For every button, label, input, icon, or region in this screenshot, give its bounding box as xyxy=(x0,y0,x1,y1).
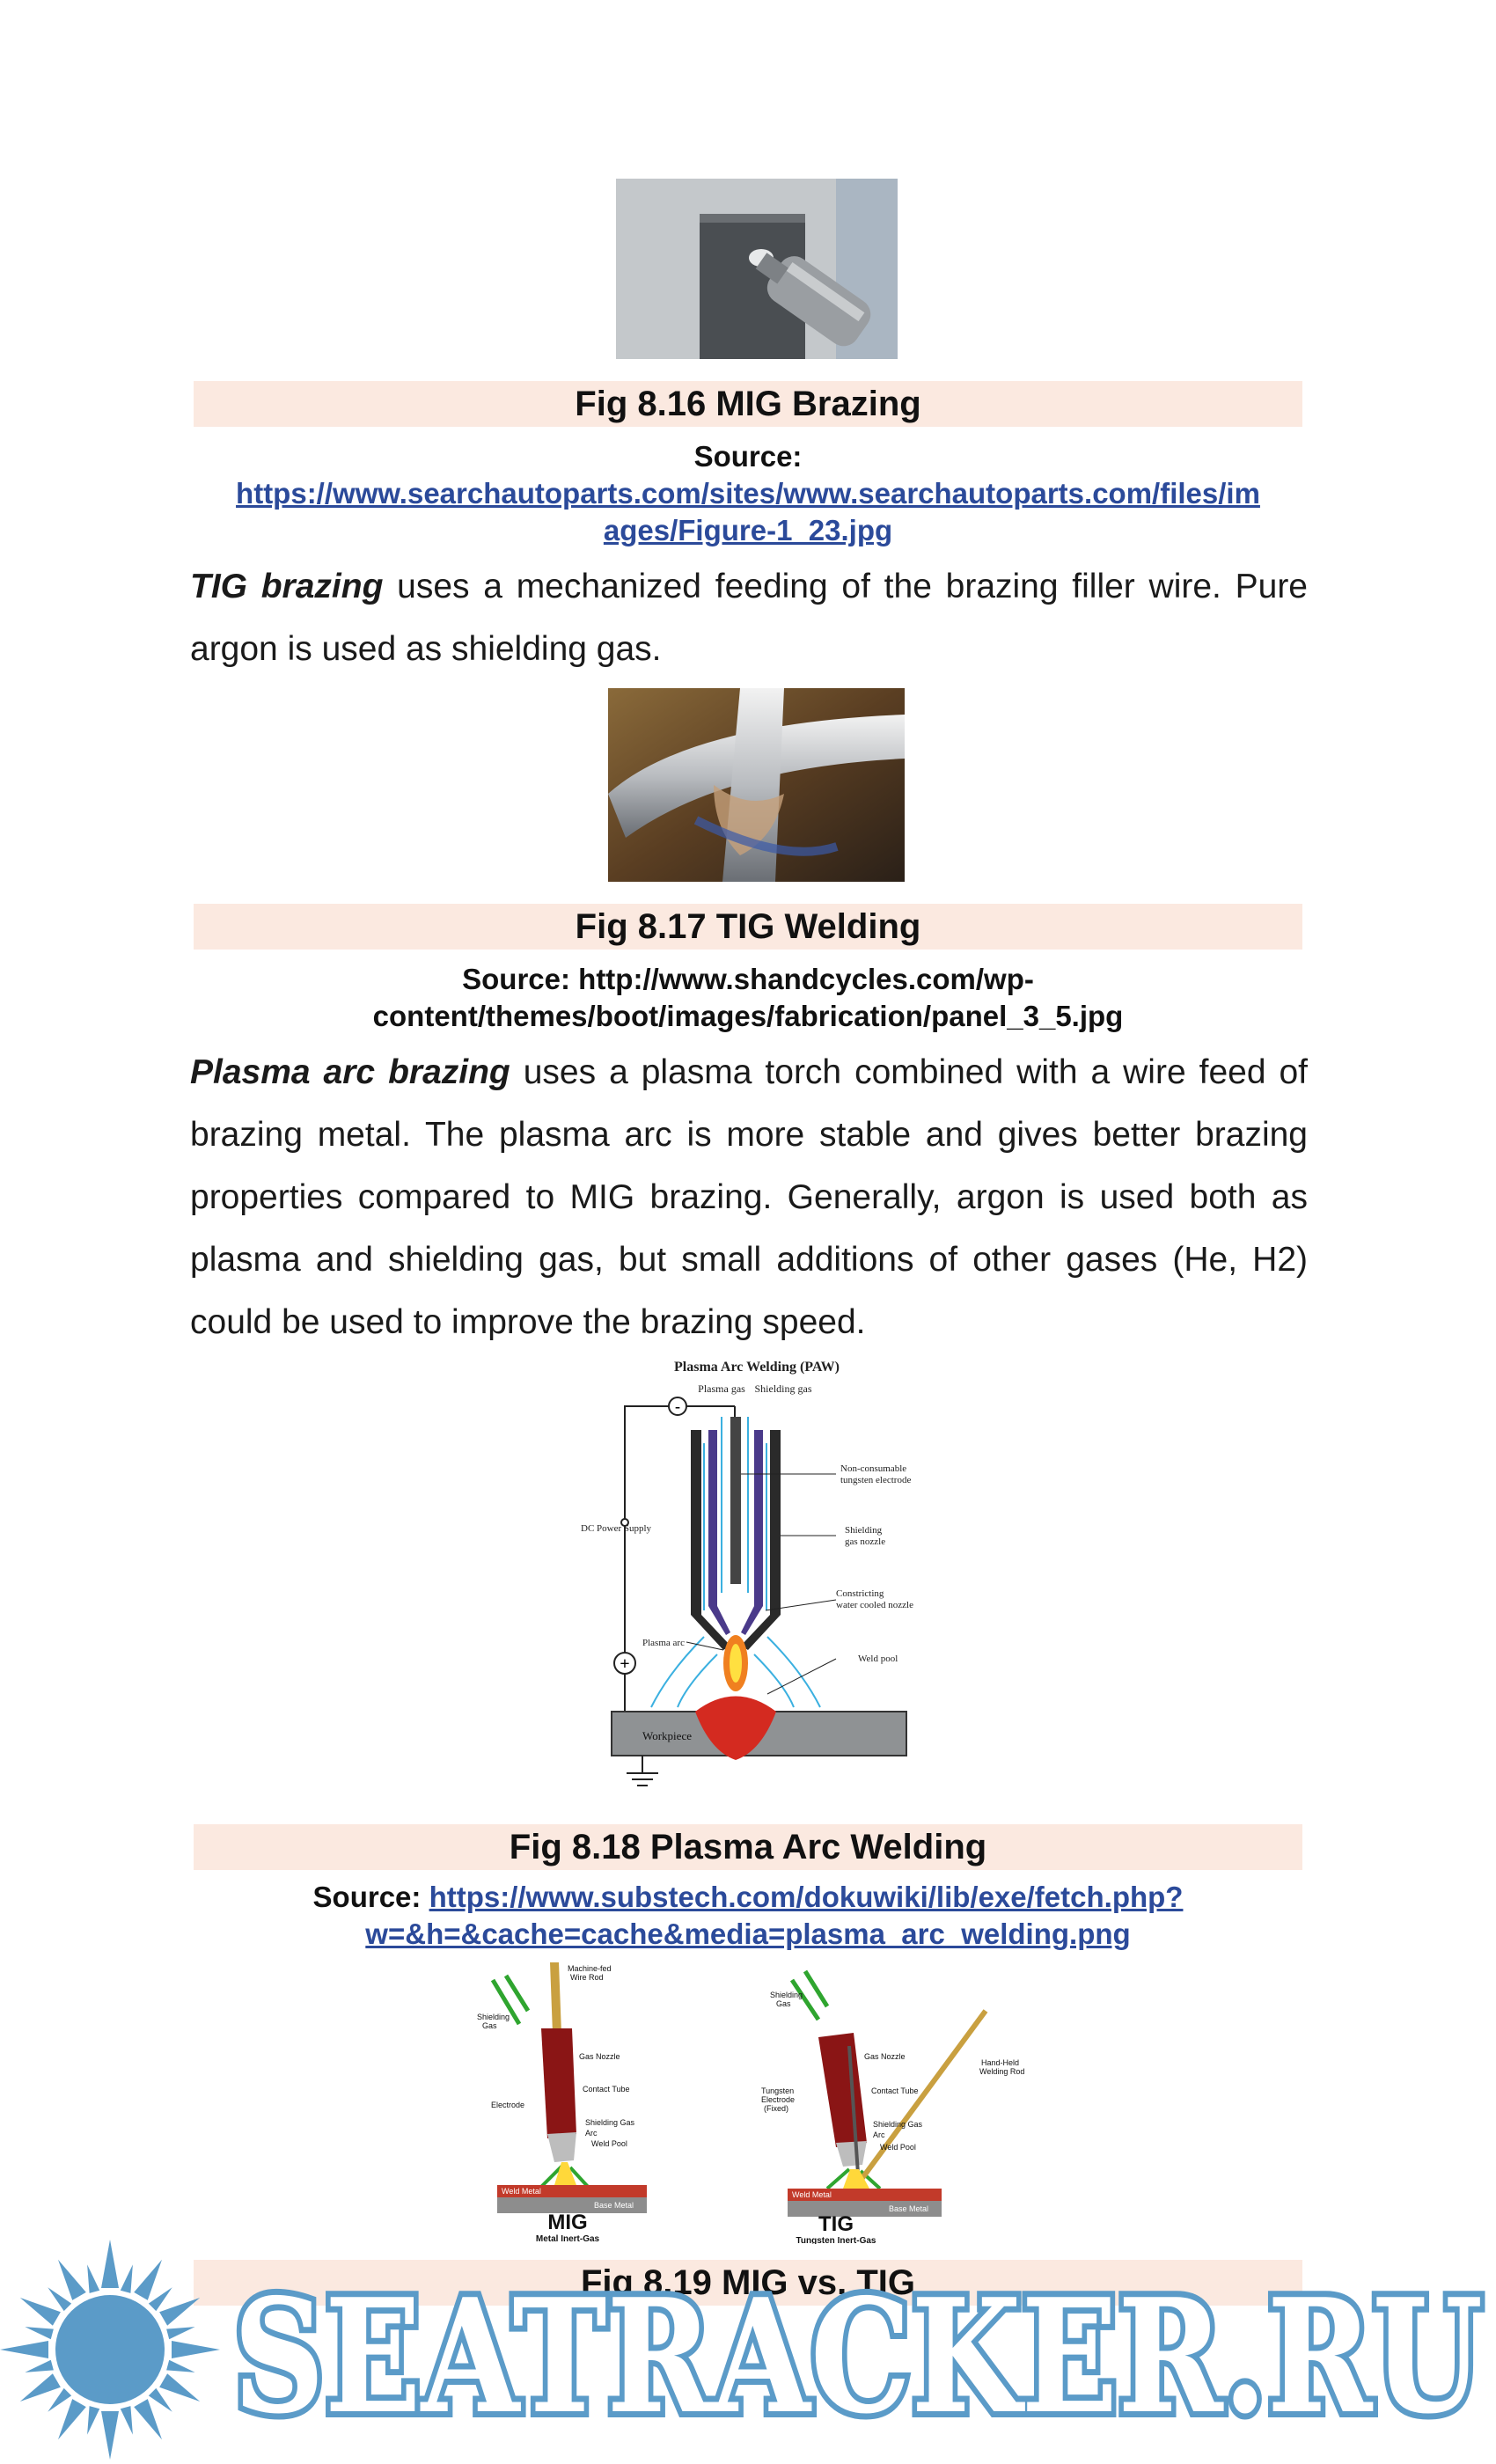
workpiece-label: Workpiece xyxy=(642,1729,692,1742)
mig-arc-label: Arc xyxy=(585,2129,598,2138)
constricting-nozzle-label: Constricting water cooled nozzle xyxy=(836,1588,913,1610)
mig-shielding-gas-side: Shielding Gas xyxy=(585,2118,635,2127)
term-plasma-arc-brazing: Plasma arc brazing xyxy=(190,1053,510,1091)
plasma-arc-welding-diagram xyxy=(572,1355,942,1795)
plus-sign: + xyxy=(620,1654,630,1674)
mig-wire-label: Machine-fed Wire Rod xyxy=(568,1964,612,1982)
seatracker-watermark xyxy=(0,2235,1496,2464)
tig-arc-label: Arc xyxy=(873,2130,885,2139)
tig-title: TIG xyxy=(818,2212,854,2236)
sun-logo-icon xyxy=(0,2235,252,2464)
source-link[interactable]: https://www.searchautoparts.com/sites/www.searchautoparts.com/files/im xyxy=(236,477,1260,510)
paragraph-text: uses a plasma torch combined with a wire feed of brazing metal. The plasma arc is more stable and gives better brazing properties compared to MIG brazing. Generally, argon is used both as plasma and shielding gas, but small additions of other gases (He, H2) could be used to improve the brazing speed. xyxy=(190,1053,1308,1341)
source-link[interactable]: w=&h=&cache=cache&media=plasma_arc_welding.png xyxy=(365,1918,1131,1950)
shielding-gas-label: Shielding gas xyxy=(754,1382,812,1395)
fig-8-18-source xyxy=(194,1879,1302,1953)
source-link[interactable]: https://www.substech.com/dokuwiki/lib/exe/fetch.php? xyxy=(429,1881,1184,1913)
mig-brazing-photo xyxy=(616,179,898,359)
plasma-gas-label: Plasma gas xyxy=(698,1382,745,1395)
mig-vs-tig-diagram xyxy=(466,1958,1047,2244)
power-supply-label: DC Power Supply xyxy=(581,1523,652,1534)
plasma-arc-label: Plasma arc xyxy=(642,1638,685,1648)
paragraph-tig-brazing xyxy=(190,555,1308,680)
mig-illustration xyxy=(477,1962,647,2244)
source-line: Source: http://www.shandcycles.com/wp- xyxy=(462,963,1034,995)
fig-8-16-source xyxy=(194,438,1302,549)
mig-base-metal-label: Base Metal xyxy=(594,2201,634,2210)
mig-weld-pool-label: Weld Pool xyxy=(591,2139,627,2148)
paragraph-text: uses a mechanized feeding of the brazing filler wire. Pure argon is used as shielding gas. xyxy=(190,568,1309,668)
mig-electrode-label: Electrode xyxy=(491,2101,525,2109)
tig-welding-photo xyxy=(608,688,905,882)
tig-gas-nozzle-label: Gas Nozzle xyxy=(864,2052,906,2061)
tig-rod-label: Hand-Held Welding Rod xyxy=(979,2058,1025,2076)
minus-sign: - xyxy=(675,1397,680,1415)
diagram-title: Plasma Arc Welding (PAW) xyxy=(674,1360,840,1375)
source-line: content/themes/boot/images/fabrication/panel_3_5.jpg xyxy=(372,1000,1124,1032)
tig-shielding-gas-side: Shielding Gas xyxy=(873,2120,923,2129)
term-tig-brazing: TIG brazing xyxy=(190,568,384,605)
watermark-text: SEATRACKER.RU xyxy=(233,2264,1483,2448)
electrode-label: Non-consumable tungsten electrode xyxy=(840,1463,912,1485)
shield-nozzle-label: Shielding gas nozzle xyxy=(845,1525,886,1547)
tig-weld-pool-label: Weld Pool xyxy=(880,2143,916,2152)
fig-8-17-caption: Fig 8.17 TIG Welding xyxy=(194,904,1302,950)
mig-subtitle: Metal Inert-Gas xyxy=(535,2234,600,2244)
mig-contact-tube-label: Contact Tube xyxy=(583,2085,630,2094)
source-label: Source: xyxy=(312,1881,429,1913)
mig-shielding-gas-label: Shielding Gas xyxy=(477,2013,510,2030)
tig-subtitle: Tungsten Inert-Gas xyxy=(796,2236,876,2244)
weld-pool-label: Weld pool xyxy=(858,1654,898,1664)
tig-weld-metal-label: Weld Metal xyxy=(792,2190,832,2199)
mig-gas-nozzle-label: Gas Nozzle xyxy=(579,2052,620,2061)
mig-title: MIG xyxy=(547,2211,588,2234)
paragraph-plasma-arc-brazing xyxy=(190,1041,1308,1353)
fig-8-18-caption: Fig 8.18 Plasma Arc Welding xyxy=(194,1824,1302,1870)
tig-electrode-label: Tungsten Electrode (Fixed) xyxy=(761,2086,796,2113)
fig-8-19-caption: Fig 8.19 MIG vs. TIG xyxy=(194,2260,1302,2306)
tig-shielding-gas-label: Shielding Gas xyxy=(770,1991,803,2008)
source-link[interactable]: ages/Figure-1_23.jpg xyxy=(603,514,893,546)
tig-illustration xyxy=(761,1971,1024,2244)
fig-8-17-source xyxy=(194,961,1302,1035)
mig-weld-metal-label: Weld Metal xyxy=(502,2187,541,2196)
tig-base-metal-label: Base Metal xyxy=(889,2204,929,2213)
fig-8-16-caption: Fig 8.16 MIG Brazing xyxy=(194,381,1302,427)
source-label: Source: xyxy=(693,440,803,473)
tig-contact-tube-label: Contact Tube xyxy=(871,2086,919,2095)
